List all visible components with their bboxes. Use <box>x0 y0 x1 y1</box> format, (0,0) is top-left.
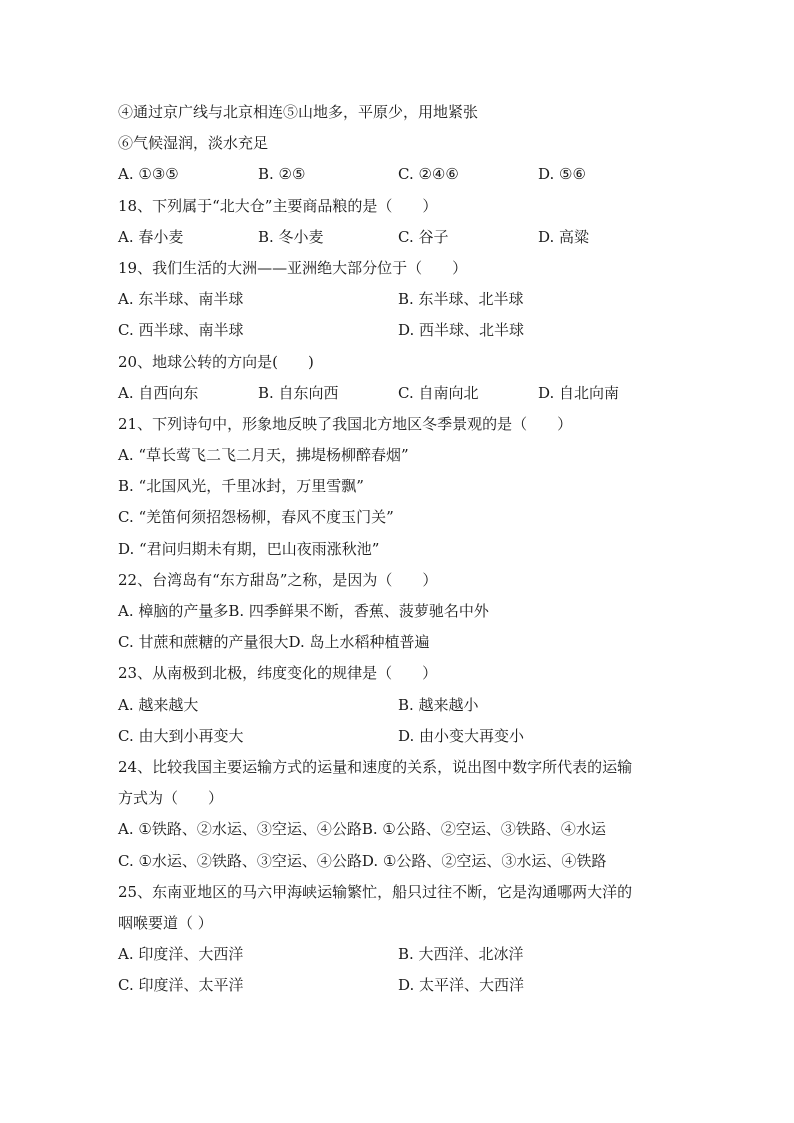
text-line: 方式为（ ） <box>118 789 224 808</box>
option-item: B. 越来越小 <box>398 695 479 714</box>
option-item: B. 大西洋、北冰洋 <box>398 945 524 964</box>
option-item: D. 高粱 <box>538 227 590 246</box>
text-line: 25、东南亚地区的马六甲海峡运输繁忙，船只过往不断，它是沟通哪两大洋的 <box>118 882 633 901</box>
option-item: C. 印度洋、太平洋 <box>118 976 244 995</box>
option-row <box>118 970 678 1001</box>
text-line: A. 樟脑的产量多B. 四季鲜果不断，香蕉、菠萝驰名中外 <box>118 602 489 620</box>
option-item: D. 自北向南 <box>538 383 620 402</box>
option-item: D. 由小变大再变小 <box>398 726 525 745</box>
option-item: B. ②⑤ <box>258 165 306 184</box>
option-item: A. 东半球、南半球 <box>118 290 244 309</box>
option-item: C. 由大到小再变大 <box>118 726 244 745</box>
text-line: 22、台湾岛有“东方甜岛”之称，是因为（ ） <box>118 570 438 589</box>
text-line: 19、我们生活的大洲——亚洲绝大部分位于（ ） <box>118 258 468 277</box>
option-item: B. 自东向西 <box>258 383 339 402</box>
text-line: 18、下列属于“北大仓”主要商品粮的是（ ） <box>118 196 438 215</box>
option-item: C. 西半球、南半球 <box>118 321 244 340</box>
text-line: C. 甘蔗和蔗糖的产量很大D. 岛上水稻种植普遍 <box>118 633 430 652</box>
option-item: D. ⑤⑥ <box>538 165 586 184</box>
option-item: C. 自南向北 <box>398 383 479 402</box>
text-line: A. ①铁路、②水运、③空运、④公路B. ①公路、②空运、③铁路、④水运 <box>118 820 606 839</box>
option-item: A. 印度洋、大西洋 <box>118 945 244 964</box>
option-row <box>118 378 678 409</box>
option-item: A. 自西向东 <box>118 383 199 402</box>
text-line: 21、下列诗句中，形象地反映了我国北方地区冬季景观的是（ ） <box>118 414 573 433</box>
text-line: 咽喉要道（ ） <box>118 913 213 932</box>
option-item: A. 春小麦 <box>118 227 184 246</box>
option-item: C. ②④⑥ <box>398 165 459 184</box>
option-row <box>118 159 678 190</box>
option-row <box>118 284 678 315</box>
option-row <box>118 222 678 253</box>
text-line: 23、从南极到北极，纬度变化的规律是（ ） <box>118 664 438 683</box>
text-line: C. “羌笛何须招怨杨柳，春风不度玉门关” <box>118 508 394 527</box>
text-line: ④通过京广线与北京相连⑤山地多，平原少，用地紧张 <box>118 103 479 121</box>
question-content <box>118 97 678 1001</box>
text-line: C. ①水运、②铁路、③空运、④公路D. ①公路、②空运、③水运、④铁路 <box>118 851 607 870</box>
text-line: ⑥气候湿润，淡水充足 <box>118 134 269 153</box>
option-row <box>118 690 678 721</box>
option-item: C. 谷子 <box>398 227 449 246</box>
option-row <box>118 721 678 752</box>
option-item: B. 冬小麦 <box>258 227 324 246</box>
option-item: B. 东半球、北半球 <box>398 290 524 309</box>
text-line: A. “草长莺飞二飞二月天，拂堤杨柳醉春烟” <box>118 446 409 465</box>
option-item: A. 越来越大 <box>118 695 199 714</box>
text-line: 24、比较我国主要运输方式的运量和速度的关系，说出图中数字所代表的运输 <box>118 757 633 776</box>
option-item: A. ①③⑤ <box>118 165 179 184</box>
option-item: D. 西半球、北半球 <box>398 321 525 340</box>
option-item: D. 太平洋、大西洋 <box>398 976 525 995</box>
text-line: 20、地球公转的方向是( ) <box>118 352 314 371</box>
option-row <box>118 315 678 346</box>
text-line: B. “北国风光，千里冰封，万里雪飘” <box>118 477 364 496</box>
option-row <box>118 939 678 970</box>
text-line: D. “君问归期未有期，巴山夜雨涨秋池” <box>118 539 380 558</box>
